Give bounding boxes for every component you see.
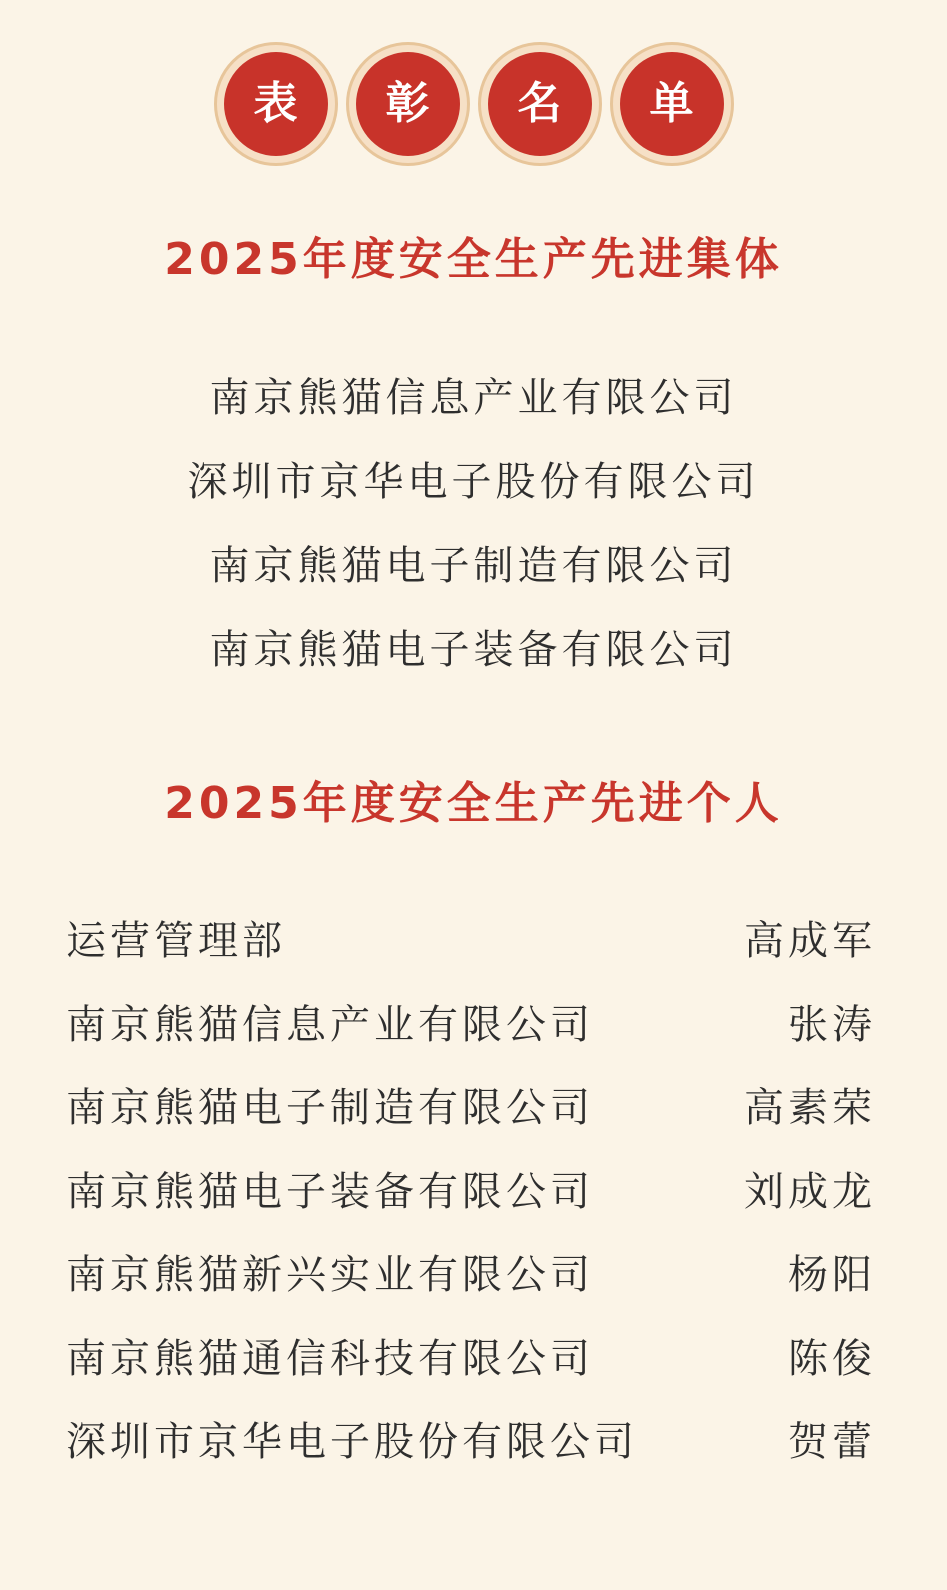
individual-org: 南京熊猫通信科技有限公司	[66, 1335, 594, 1382]
individual-name: 高素荣	[744, 1085, 876, 1132]
title-badge-2	[346, 42, 470, 166]
individual-name: 张涛	[788, 1001, 876, 1048]
individual-name: 刘成龙	[744, 1168, 876, 1215]
title-badge-1	[214, 42, 338, 166]
individual-list	[66, 896, 876, 1481]
individual-row	[66, 1063, 876, 1147]
individual-org: 深圳市京华电子股份有限公司	[66, 1419, 638, 1466]
individual-name: 杨阳	[788, 1252, 876, 1299]
collective-item: 南京熊猫电子制造有限公司	[209, 543, 738, 589]
collective-item: 深圳市京华电子股份有限公司	[187, 459, 760, 505]
individual-org: 南京熊猫信息产业有限公司	[66, 1001, 594, 1048]
title-banner	[0, 42, 947, 174]
title-badge-3	[478, 42, 602, 166]
individual-org: 南京熊猫电子制造有限公司	[66, 1085, 594, 1132]
individual-row	[66, 1397, 876, 1481]
individual-row	[66, 1230, 876, 1314]
title-char: 彰	[356, 52, 460, 156]
collective-item: 南京熊猫信息产业有限公司	[209, 375, 738, 421]
individual-name: 陈俊	[788, 1335, 876, 1382]
title-char: 表	[224, 52, 328, 156]
individual-section-title: 2025年度安全生产先进个人	[164, 778, 783, 829]
collective-list	[0, 356, 947, 692]
title-badge-4	[610, 42, 734, 166]
individual-name: 高成军	[744, 918, 876, 965]
individual-org: 南京熊猫电子装备有限公司	[66, 1168, 594, 1215]
individual-row	[66, 980, 876, 1064]
individual-org: 南京熊猫新兴实业有限公司	[66, 1252, 594, 1299]
individual-org: 运营管理部	[66, 918, 286, 965]
individual-row	[66, 896, 876, 980]
individual-row	[66, 1314, 876, 1398]
collective-item: 南京熊猫电子装备有限公司	[209, 627, 738, 673]
individual-row	[66, 1147, 876, 1231]
individual-name: 贺蕾	[788, 1419, 876, 1466]
title-char: 单	[620, 52, 724, 156]
title-char: 名	[488, 52, 592, 156]
collective-section-title: 2025年度安全生产先进集体	[164, 234, 783, 285]
